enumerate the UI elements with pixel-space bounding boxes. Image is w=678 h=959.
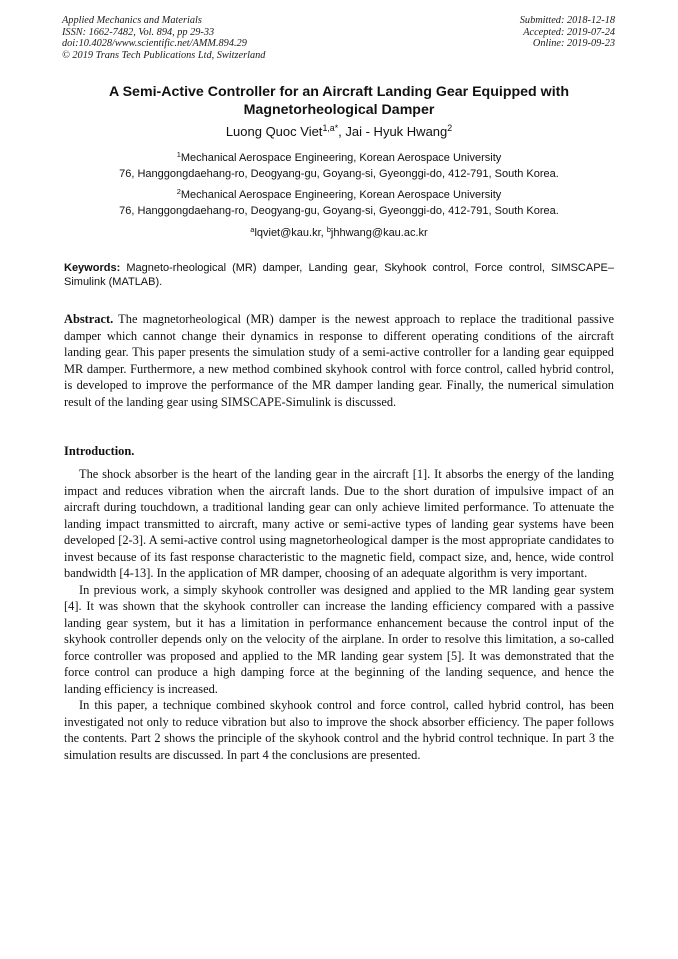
journal-info xyxy=(62,15,265,61)
author-2-superscript: 2 xyxy=(447,123,453,134)
email-a[interactable]: lqviet@kau.kr xyxy=(254,227,321,239)
affiliation-2-line-2: 76, Hanggongdaehang-ro, Deogyang-gu, Goyang-si, Gyeonggi-do, 412-791, South Korea. xyxy=(119,204,559,217)
author-1: Luong Quoc Viet xyxy=(225,124,323,139)
affiliation-2-sup: 2 xyxy=(176,186,181,196)
affiliation-1-sup: 1 xyxy=(176,149,181,159)
online-date: Online: 2019-09-23 xyxy=(532,38,615,50)
affiliation-2-line-1: Mechanical Aerospace Engineering, Korean Aerospace University xyxy=(180,189,502,201)
author-2: Jai - Hyuk Hwang xyxy=(345,124,448,139)
intro-paragraph-2: In previous work, a simply skyhook controller was designed and applied to the MR landing gear system [4]. It was shown that the skyhook controller can increase the landing efficiency compared with a passive landing gear system, but it has a limitation in performance enhancement because the control input of the skyhook controller depends only on the velocity of the airplane. In order to resolve this limitation, a so-called force controller was proposed and applied to the MR landing gear system [5]. It was demonstrated that the force control can produce a high damping force at the beginning of the landing sequence, and hence the landing efficiency is increased. xyxy=(64,582,614,696)
intro-paragraph-1: The shock absorber is the heart of the landing gear in the aircraft [1]. It absorbs the energy of the landing impact and reduces vibration when the aircraft lands. Due to the short duration of impulsive impact of an aircraft during touchdown, a traditional landing gear can only achieve limited performance. To attenuate the landing impact transmitted to aircraft, many active or semi-active types of landing gear systems have been developed [2-3]. A semi-active control using magnetorheological damper is the most appropriate candidates to invest because of its fast response characteristic to the magnetic field, compact size, and, hence, wide control bandwidth [4-13]. In the application of MR damper, choosing of an adequate algorithm is very important. xyxy=(64,467,614,580)
keywords xyxy=(64,262,614,290)
doi-line: doi:10.4028/www.scientific.net/AMM.894.29 xyxy=(62,38,247,50)
affiliation-1-line-2: 76, Hanggongdaehang-ro, Deogyang-gu, Goyang-si, Gyeonggi-do, 412-791, South Korea. xyxy=(119,167,559,180)
issn-line: ISSN: 1662-7482, Vol. 894, pp 29-33 xyxy=(62,26,215,38)
email-a-sup: a xyxy=(250,224,255,234)
email-b[interactable]: jhhwang@kau.ac.kr xyxy=(330,227,428,239)
submitted-date: Submitted: 2018-12-18 xyxy=(519,15,615,26)
paper-title: A Semi-Active Controller for an Aircraft Landing Gear Equipped with Magnetorheological Damper xyxy=(108,84,570,118)
abstract xyxy=(64,311,614,410)
author-1-superscript: 1,a* xyxy=(322,123,339,134)
keywords-label: Keywords: xyxy=(64,262,121,274)
affiliation-2 xyxy=(64,188,614,219)
accepted-date: Accepted: 2019-07-24 xyxy=(523,26,615,38)
author-separator: , xyxy=(338,124,346,139)
copyright-line: © 2019 Trans Tech Publications Ltd, Switzerland xyxy=(62,49,266,61)
email-b-sup: b xyxy=(326,224,331,234)
introduction-body xyxy=(64,466,614,763)
email-line xyxy=(64,226,614,240)
affiliation-1-line-1: Mechanical Aerospace Engineering, Korean Aerospace University xyxy=(180,152,502,164)
keywords-text: Magneto-rheological (MR) damper, Landing gear, Skyhook control, Force control, SIMSCAPE– Simulink (MATLAB). xyxy=(64,262,614,288)
author-list xyxy=(64,124,614,140)
email-separator: , xyxy=(320,227,327,239)
intro-paragraph-3: In this paper, a technique combined skyhook control and force control, called hybrid control, has been investigated not only to reduce vibration but also to improve the shock absorber efficiency. The paper follows the contents. Part 2 shows the principle of the skyhook control and the hybrid control technique. In part 3 the simulation results are discussed. In part 4 the conclusions are presented. xyxy=(64,698,614,762)
abstract-text: The magnetorheological (MR) damper is the newest approach to replace the traditional passive damper which cannot change their dynamics in response to different operating conditions of the aircraft landing gear. This paper presents the simulation study of a semi-active controller for a landing gear equipped MR damper. Furthermore, a new method combined skyhook control with force control, called hybrid control, is developed to improve the performance of the MR damper landing gear. Finally, the numerical simulation result of the landing gear using SIMSCAPE-Simulink is discussed. xyxy=(64,312,614,409)
dates-info xyxy=(520,15,615,50)
affiliation-1 xyxy=(64,151,614,182)
journal-name: Applied Mechanics and Materials xyxy=(62,15,202,26)
introduction-heading: Introduction. xyxy=(64,444,135,458)
abstract-label: Abstract. xyxy=(64,312,114,326)
